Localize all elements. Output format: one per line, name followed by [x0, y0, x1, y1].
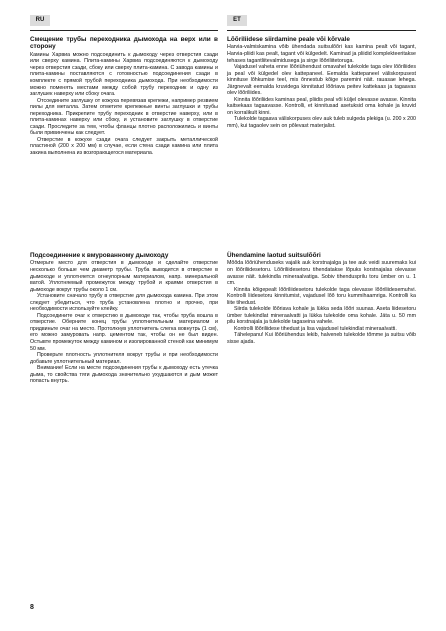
ru-paragraph: Отмерьте место для отверстия в дымоходе и сделайте отверстие несколько больше чем диаметр трубы. Труба выводится в отверстие в дымоходе и уплотняется огнеупорным материалом, напр. минеральной ватой. Уплотняемый промежуток между трубой и краями отверстия в дымоходе вокруг трубы около 1 см.: [30, 260, 218, 293]
language-tab-ru: RU: [30, 15, 50, 26]
et-paragraph: Siirda tulekolde lõõriava kohale ja lükka seda lõõri suunas. Aseta liidesetoru ümber tulekindlat mineraalvatti ja lükka tulekolde oma kohale. Jäta u. 50 mm pilu korstnajala ja tulekolde tagaseina vahele.: [227, 306, 416, 326]
et-paragraph: Mõõda lõõriühenduseks vajalik auk korstnajalga ja tee auk veidi suuremaks kui on lõõriliidesetoru. Lõõriliidesetoru tihendatakse lõpuks korstnajalas olevasse avasse näit. tulekindla mineraalvatiga. Sobiv tihendusprilu toru ümber on u. 1 cm.: [227, 260, 416, 287]
ru-paragraph: Внимание! Если на месте подсоединения трубы к дымоходу есть утечка дыма, то свойства тяги дымохода значительно ухудшаются и дым может попасть внутрь.: [30, 365, 218, 385]
ru-paragraph: Отсоедините заглушку от кожуха перевязав крепежи, например резвием пилы для металла. Затем отметите крепежные винты заглушки и трубы переходника. Прикрепите трубу переходник в отверстие наверху, или в плита-каминах наверху или сбоку, и установите заглушку в отверстие сзади. Проследите за тем, чтобы фланцы плотно расположились и винты были привинчены как следует.: [30, 97, 218, 137]
et-section-heading: Lõõriliidese siirdamine peale või kõrvale: [227, 36, 350, 43]
ru-section-heading: Смещение трубы переходника дымохода на верх или в сторону: [30, 36, 218, 51]
et-paragraph: Tähelepanu! Kui lõõriühendus lekib, halveneb tulekolde tõmme ja suitsu võib sisse ajada.: [227, 332, 416, 345]
ru-section-heading: Подсоединение к вмурованному дымоходу: [30, 252, 169, 259]
ru-section-chimney-connection: [30, 252, 218, 385]
et-paragraph: Vajadusel vaheta enne lõõriühendust omavahel tulekolde taga olev lõõriliides ja peal või külgedel olev kattepaneel. Eemalda kattepaneel väliskorpusest kinnituse lõhkumise teel, mis õnnestub kõige paremini näit. rauasae lehega. Järgnevalt eemalda kruvidega kinnitatud lõõriava peitev kattekaas ja tagaavas olev lõõriliides.: [227, 64, 416, 97]
ru-paragraph: Отверстие в кожухе сзади очага следует закрыть металлической пластиной (200 x 200 мм) в случае, если стена сзади камина или плита закина выполнена из возгорающегося материала.: [30, 136, 218, 157]
ru-paragraph: Камины Харвиа можно подсоединить к дымоходу через отверстия сзади или сверху камина. Плита-камины Харвиа подсоединяются к дымоходу через отверстия сзади, сбоку или сверху плита-камина. С завода камины и плита-камины поставляются с готовностью подсоединения сзади в комплекте с прямой трубой переходника дымохода. При необходимости можно поменять местами между собой трубу переходник и одну из заглушек наверху или сбоку очага.: [30, 51, 218, 98]
ru-section-offset-pipe: [30, 36, 218, 157]
language-tab-et: ET: [227, 15, 247, 26]
et-paragraph: Tulekolde tagaava väliskorpuses olev auk tuleb sulgeda plekiga (u. 200 x 200 mm), kui tagaolev sein on põlevast materjalist.: [227, 116, 416, 129]
et-section-heading: Ühendamine laotud suitsulõõri: [227, 252, 321, 259]
et-section-offset-pipe: [227, 36, 416, 130]
et-paragraph: Kontrolli lõõriliidese tihedust ja lisa vajadusel tulekindlat mineraalvatti.: [234, 325, 397, 332]
page-number: 8: [30, 604, 34, 611]
ru-paragraph: Подсоедините очаг к отверстию в дымоходе так, чтобы труба вошла в отверстие. Оберните конец трубы уплотнительным материалом и придвиньте очаг на место. Протолкнув уплотнитель слегка вовнутрь (1 см), его можно замуровать напр. цементом так, чтобы он не был виден. Остывте промежуток между камином и изолированной стеной как минимум 50 мм.: [30, 312, 218, 352]
et-section-chimney-connection: [227, 252, 416, 346]
header-divider-left: [30, 30, 218, 31]
ru-paragraph: Проверьте плотность уплотнителя вокруг трубы и при необходимости добавьте уплотнительный материал.: [30, 352, 218, 365]
ru-paragraph: Установите сначало трубу в отверстие для дымохода камина. При этом следует убедиться, что труба установлена плотно и прочно, при необходимости используйте клейку.: [30, 293, 218, 313]
et-paragraph: Kinnita kõigepealt lõõriliidesetoru tulekolde taga olevasse lõõriliidesemuhvi. Kontrolli liidesetoru kinnitumist, vajadusel lõõ toru kummihaamriga. Kontrolli ka liite tihedust.: [227, 286, 416, 306]
et-paragraph: Kinnita lõõriliides kaminas peal, pliidis peal või küljel olevasse avasse. Kinnita kaitsekaas tagaavasse. Kontrolli, et kinnitusad asetuksid oma kohale ja kruvid on korralikult kinni.: [227, 96, 416, 116]
header-divider-right: [227, 30, 416, 31]
et-paragraph: Harvia-valmiskamina võib ühendada suitsulõõri kas kamina pealt või tagant, Harvia-pliidi kas pealt, tagant või külgedelt. Kaminad ja pliidid komplekteeritakse tehases tagantliitevalmidusega ja sirge lõõriliitetoruga.: [227, 44, 416, 64]
